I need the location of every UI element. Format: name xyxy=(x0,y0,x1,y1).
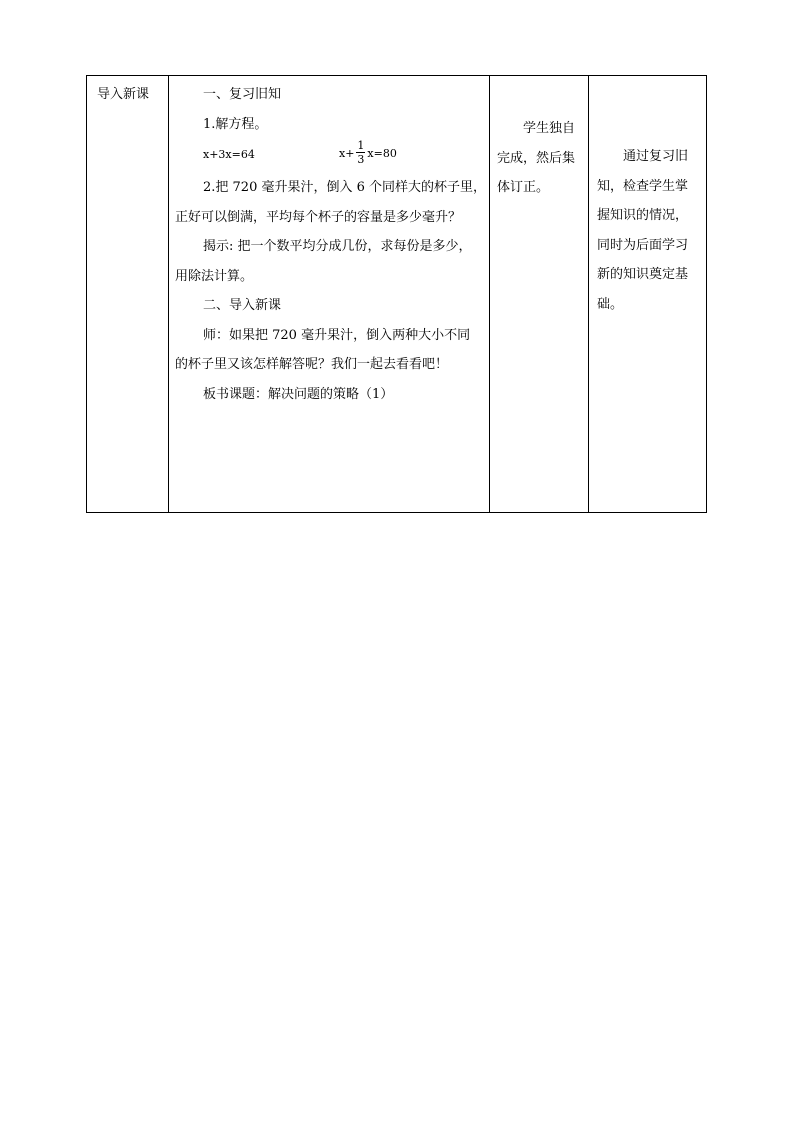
design-intent-line1: 通过复习旧 xyxy=(623,149,689,164)
student-activity-line1: 学生独自 xyxy=(523,121,576,136)
fraction-denominator: 3 xyxy=(357,153,365,166)
section-intro-title: 二、导入新课 xyxy=(203,298,282,313)
design-intent-line3: 握知识的情况， xyxy=(597,208,689,223)
equation-2 xyxy=(339,139,397,166)
teacher-line1: 师：如果把 720 毫升果汁，倒入两种大小不同 xyxy=(203,327,471,343)
item-solve-equations: 1.解方程。 xyxy=(203,116,268,132)
stage-label: 导入新课 xyxy=(97,87,150,102)
section-review-title: 一、复习旧知 xyxy=(203,87,282,102)
lesson-plan-table xyxy=(86,75,707,513)
equation-2-prefix: x+ xyxy=(339,146,355,160)
content-cell xyxy=(175,80,487,409)
teacher-line2: 的杯子里又该怎样解答呢？我们一起去看看吧！ xyxy=(175,357,449,372)
student-activity-line3: 体订正。 xyxy=(497,180,550,195)
fraction xyxy=(356,139,365,166)
student-activity-cell xyxy=(497,114,589,203)
item-juice-problem-line2: 正好可以倒满，平均每个杯子的容量是多少毫升？ xyxy=(175,209,462,225)
column-divider xyxy=(489,76,490,512)
stage-cell xyxy=(97,80,169,110)
design-intent-line2: 知，检查学生掌 xyxy=(597,178,689,194)
column-divider xyxy=(168,76,169,512)
design-intent-line5: 新的知识奠定基 xyxy=(597,267,689,282)
student-activity-line2: 完成，然后集 xyxy=(497,150,576,166)
fraction-numerator: 1 xyxy=(357,139,365,152)
board-title: 板书课题：解决问题的策略（1） xyxy=(203,386,394,402)
design-intent-line6: 础。 xyxy=(597,296,624,312)
equation-1: x+3x=64 xyxy=(203,148,255,161)
item-juice-problem-line1: 2.把 720 毫升果汁，倒入 6 个同样大的杯子里， xyxy=(203,180,487,195)
equation-2-suffix: x=80 xyxy=(367,146,397,160)
equations-row xyxy=(175,139,487,173)
hint-line2: 用除法计算。 xyxy=(175,268,254,284)
hint-line1: 揭示: 把一个数平均分成几份，求每份是多少， xyxy=(203,239,472,254)
design-intent-cell xyxy=(597,142,703,319)
design-intent-line4: 同时为后面学习 xyxy=(597,237,689,253)
